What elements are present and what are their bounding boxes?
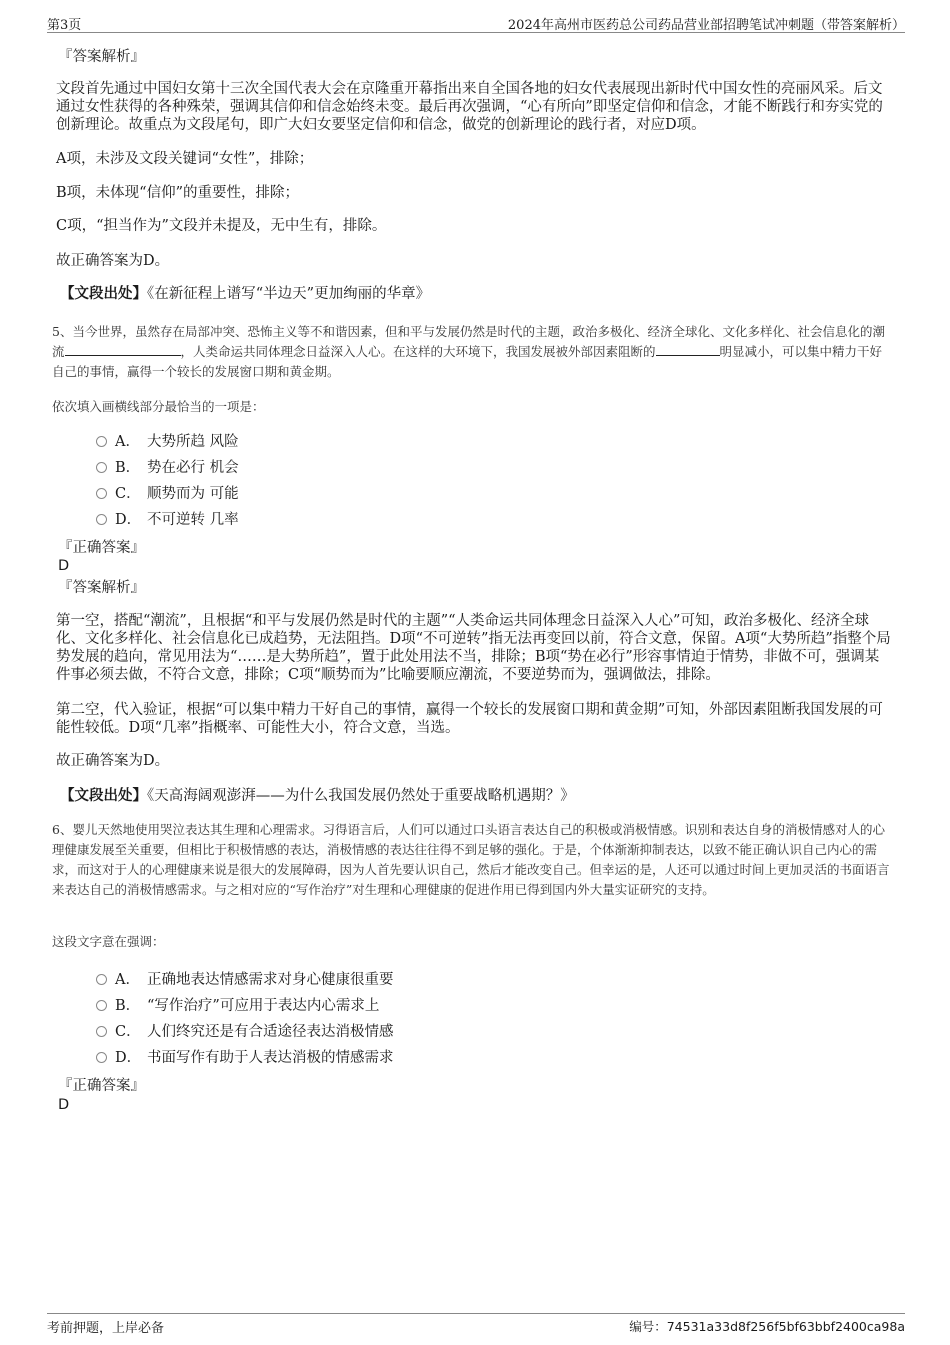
radio-icon[interactable] xyxy=(96,974,107,985)
q4-conclusion: 故正确答案为D。 xyxy=(56,253,170,269)
q5-source xyxy=(60,787,575,805)
q6-option-d[interactable]: D． 书面写作有助于人表达消极的情感需求 xyxy=(96,1045,394,1071)
q5-stem-part1: 5、当今世界，虽然存在局部冲突、恐怖主义等不和谐因素，但和平与发展仍然是时代的主题，政治多极化、经济全球化、文化多样化、社会信息化的潮流 xyxy=(52,324,885,359)
q4-analysis-b: B项，未体现“信仰”的重要性，排除； xyxy=(56,185,299,201)
q6-stem: 6、婴儿天然地使用哭泣表达其生理和心理需求。习得语言后，人们可以通过口头语言表达自己的积极或消极情感。识别和表达自身的消极情感对人的心理健康发展至关重要，但相比于积极情感的表达，消极情感的表达往往得不到足够的强化。于是，个体渐渐抑制表达，以致不能正确认识自己内心的需求，而这对于人的心理健康来说是很大的发展障碍，因为人首先要认识自己，然后才能改变自己。但幸运的是，人还可以通过时间上更加灵活的书面语言来表达自己的消极情感需求。与之相对应的“写作治疗”对生理和心理健康的促进作用已得到国内外大量实证研究的支持。 xyxy=(52,822,890,897)
q5-analysis-paragraph-2: 第二空，代入验证，根据“可以集中精力干好自己的事情，赢得一个较长的发展窗口期和黄金期”可知，外部因素阻断我国发展的可能性较低。D项“几率”指概率、可能性大小，符合文意，当选。 xyxy=(56,702,883,736)
q5-source-title: 《天高海阔观澎湃——为什么我国发展仍然处于重要战略机遇期？》 xyxy=(147,788,575,804)
q5-blank-1 xyxy=(65,342,181,356)
q5-option-d[interactable]: D． 不可逆转 几率 xyxy=(96,507,239,533)
q5-correct-answer: D xyxy=(58,558,70,574)
q5-options xyxy=(96,429,239,533)
q4-analysis-label: 『答案解析』 xyxy=(58,49,145,65)
q5-blank-2 xyxy=(656,342,720,356)
q4-source-title: 《在新征程上谱写“半边天”更加绚丽的华章》 xyxy=(147,286,431,302)
q6-options xyxy=(96,967,394,1071)
q5-option-b[interactable]: B． 势在必行 机会 xyxy=(96,455,239,481)
radio-icon[interactable] xyxy=(96,436,107,447)
q5-analysis-label: 『答案解析』 xyxy=(58,580,145,596)
q6-prompt: 这段文字意在强调： xyxy=(52,934,165,949)
page-header xyxy=(47,12,905,33)
radio-icon[interactable] xyxy=(96,1026,107,1037)
radio-icon[interactable] xyxy=(96,514,107,525)
page-number: 第3页 xyxy=(47,18,82,33)
q5-source-label: 【文段出处】 xyxy=(60,787,147,804)
page-footer xyxy=(47,1313,905,1334)
footer-slogan: 考前押题，上岸必备 xyxy=(47,1321,165,1336)
q5-analysis-paragraph-1: 第一空，搭配“潮流”，且根据“和平与发展仍然是时代的主题”“人类命运共同体理念日益深入人心”可知，政治多极化、经济全球化、文化多样化、社会信息化已成趋势，无法阻挡。D项“不可逆转”指无法再变回以前，符合文意，保留。A项“大势所趋”指整个局势发展的趋向，常见用法为“……是大势所趋”，置于此处用法不当，排除；B项“势在必行”形容事情迫于情势，非做不可，强调某件事必须去做，不符合文意，排除；C项“顺势而为”比喻要顺应潮流，不要逆势而为，强调做法，排除。 xyxy=(56,613,891,683)
q5-stem-part2: ，人类命运共同体理念日益深入人心。在这样的大环境下，我国发展被外部因素阻断的 xyxy=(180,344,656,359)
q4-analysis-a: A项，未涉及文段关键词“女性”，排除； xyxy=(56,151,314,167)
q5-prompt: 依次填入画横线部分最恰当的一项是： xyxy=(52,399,265,414)
q5-stem-part3: 明显减小，可以集中精力干好自己的事情，赢得一个较长的发展窗口期和黄金期。 xyxy=(52,344,883,379)
radio-icon[interactable] xyxy=(96,1000,107,1011)
q4-analysis-paragraph: 文段首先通过中国妇女第十三次全国代表大会在京隆重开幕指出来自全国各地的妇女代表展现出新时代中国女性的亮丽风采。后文通过女性获得的各种殊荣，强调其信仰和信念始终未变。最后再次强调，“心有所向”即坚定信仰和信念，才能不断践行和夯实党的创新理论。故重点为文段尾句，即广大妇女要坚定信仰和信念，做党的创新理论的践行者，对应D项。 xyxy=(56,81,883,133)
document-title: 2024年高州市医药总公司药品营业部招聘笔试冲刺题（带答案解析） xyxy=(507,18,905,33)
q6-option-c[interactable]: C． 人们终究还是有合适途径表达消极情感 xyxy=(96,1019,394,1045)
q5-conclusion: 故正确答案为D。 xyxy=(56,753,170,769)
q4-analysis-c: C项，“担当作为”文段并未提及，无中生有，排除。 xyxy=(56,218,387,234)
q5-stem xyxy=(52,322,894,382)
radio-icon[interactable] xyxy=(96,462,107,473)
radio-icon[interactable] xyxy=(96,488,107,499)
q6-option-b[interactable]: B． “写作治疗”可应用于表达内心需求上 xyxy=(96,993,394,1019)
radio-icon[interactable] xyxy=(96,1052,107,1063)
q4-source-label: 【文段出处】 xyxy=(60,285,147,302)
q5-correct-label: 『正确答案』 xyxy=(58,540,145,556)
q5-option-c[interactable]: C． 顺势而为 可能 xyxy=(96,481,239,507)
q5-option-a[interactable]: A． 大势所趋 风险 xyxy=(96,429,239,455)
q4-source xyxy=(60,285,430,303)
document-code: 编号：74531a33d8f256f5bf63bbf2400ca98a xyxy=(629,1319,905,1334)
q6-correct-label: 『正确答案』 xyxy=(58,1078,145,1094)
q6-correct-answer: D xyxy=(58,1097,70,1113)
q6-option-a[interactable]: A． 正确地表达情感需求对身心健康很重要 xyxy=(96,967,394,993)
